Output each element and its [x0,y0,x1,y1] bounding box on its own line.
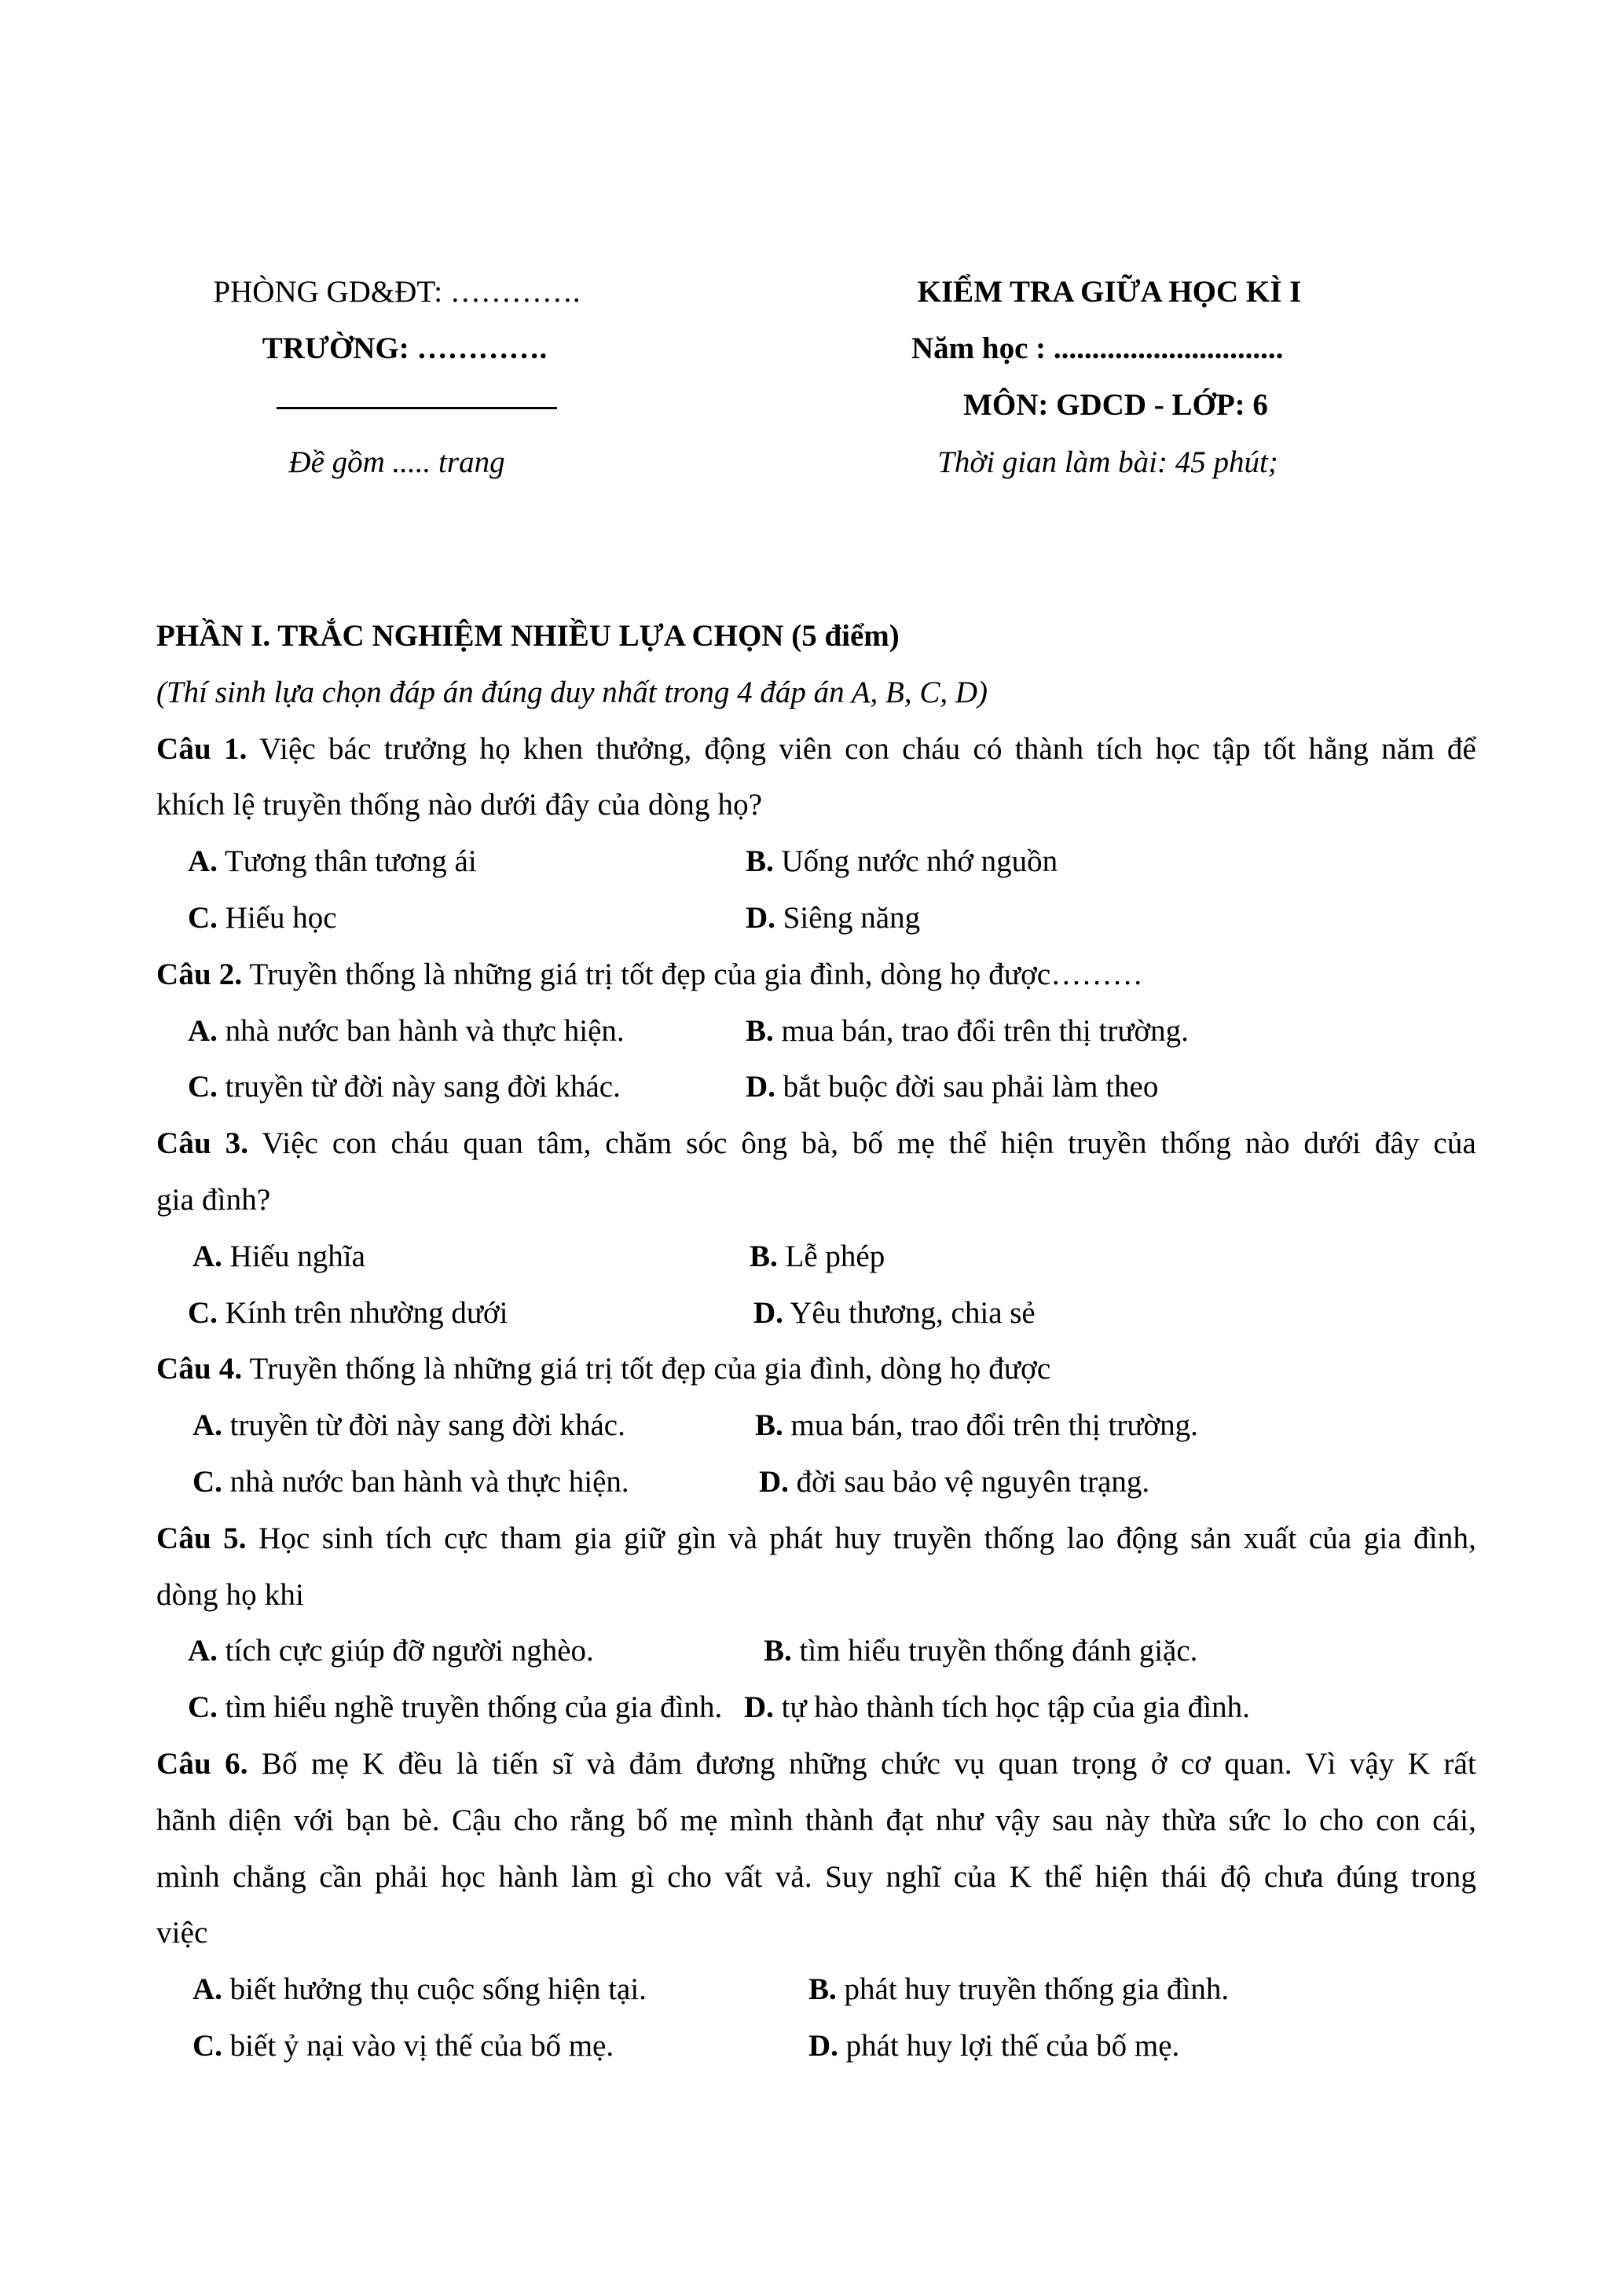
question-4-option-d[interactable]: D. đời sau bảo vệ nguyên trạng. [759,1464,1150,1499]
question-3-options-row-1 [156,1229,1476,1285]
section-title: PHẦN I. TRẮC NGHIỆM NHIỀU LỰA CHỌN (5 điểm) [156,619,900,653]
question-6-option-c[interactable]: C. biết ỷ nại vào vị thế của bố mẹ. [192,2028,614,2063]
question-2-text: Truyền thống là những giá trị tốt đẹp của gia đình, dòng họ được……… [242,957,1143,991]
question-2-options-row-2 [156,1059,1476,1115]
question-6-option-a[interactable]: A. biết hưởng thụ cuộc sống hiện tại. [192,1972,647,2007]
question-5-line-2: dòng họ khi [156,1577,304,1612]
question-6-text: Bố mẹ K đều là tiến sĩ và đảm đương những chức vụ quan trọng ở cơ quan. Vì vậy K rất [247,1746,1476,1781]
question-1-line-1 [156,721,1476,778]
question-3-option-b[interactable]: B. Lễ phép [750,1239,885,1273]
question-3-line-1 [156,1115,1476,1172]
question-5-option-b[interactable]: B. tìm hiểu truyền thống đánh giặc. [764,1634,1198,1668]
question-5-line-1 [156,1511,1476,1567]
question-3-label: Câu 3. [156,1126,249,1161]
question-1-text: Việc bác trưởng họ khen thưởng, động viên con cháu có thành tích học tập tốt hằng năm để [247,731,1476,766]
question-2-option-c[interactable]: C. truyền từ đời này sang đời khác. [188,1070,621,1104]
question-5-options-row-1 [156,1623,1476,1679]
question-6-options-row-1 [156,1961,1476,2018]
question-4-option-a[interactable]: A. truyền từ đời này sang đời khác. [192,1408,625,1443]
question-3-option-d[interactable]: D. Yêu thương, chia sẻ [753,1295,1036,1330]
question-5-label: Câu 5. [156,1521,247,1555]
school-year: Năm học : .............................. [911,331,1284,365]
question-1-option-c[interactable]: C. Hiếu học [188,900,337,935]
question-2-option-a[interactable]: A. nhà nước ban hành và thực hiện. [188,1013,625,1048]
question-6-options-row-2 [156,2018,1476,2074]
question-4-line-1 [156,1341,1476,1397]
question-5-text: Học sinh tích cực tham gia giữ gìn và phát huy truyền thống lao động sản xuất của gia đình, [246,1521,1476,1555]
page-count-note: Đề gồm ..... trang [288,445,505,479]
question-6-option-d[interactable]: D. phát huy lợi thế của bố mẹ. [808,2028,1180,2063]
question-2-label: Câu 2. [156,957,243,991]
question-5-option-c[interactable]: C. tìm hiểu nghề truyền thống của gia đình. [188,1690,723,1725]
question-3-option-a[interactable]: A. Hiếu nghĩa [192,1239,365,1273]
question-6-line-3: mình chẳng cần phải học hành làm gì cho vất vả. Suy nghĩ của K thể hiện thái độ chưa đúng trong [156,1859,1476,1894]
department-line: PHÒNG GD&ĐT: …………. [213,275,581,309]
question-1-line-2: khích lệ truyền thống nào dưới đây của dòng họ? [156,788,763,822]
question-6-option-b[interactable]: B. phát huy truyền thống gia đình. [808,1972,1230,2007]
exam-body [156,608,1476,2074]
question-4-options-row-1 [156,1397,1476,1454]
question-1-options-row-1 [156,833,1476,890]
question-3-text: Việc con cháu quan tâm, chăm sóc ông bà, bố mẹ thể hiện truyền thống nào dưới đây của [248,1126,1476,1161]
question-1-option-d[interactable]: D. Siêng năng [746,900,921,935]
question-2-options-row-1 [156,1003,1476,1060]
time-limit: Thời gian làm bài: 45 phút; [937,445,1278,479]
question-6-line-2: hãnh diện với bạn bè. Cậu cho rằng bố mẹ mình thành đạt như vậy sau này thừa sức lo cho con cái, [156,1803,1476,1837]
question-5-options-row-2 [156,1679,1476,1736]
question-3-options-row-2 [156,1285,1476,1342]
subject-line: MÔN: GDCD - LỚP: 6 [963,388,1268,422]
question-6-line-4: việc [156,1916,208,1950]
question-4-option-c[interactable]: C. nhà nước ban hành và thực hiện. [192,1464,629,1499]
question-5-option-a[interactable]: A. tích cực giúp đỡ người nghèo. [188,1634,594,1668]
question-2-option-b[interactable]: B. mua bán, trao đổi trên thị trường. [746,1013,1189,1048]
question-4-option-b[interactable]: B. mua bán, trao đổi trên thị trường. [755,1408,1198,1443]
question-6-label: Câu 6. [156,1746,248,1781]
header-divider [277,407,557,409]
question-1-option-b[interactable]: B. Uống nước nhớ nguồn [746,844,1058,879]
question-1-option-a[interactable]: A. Tương thân tương ái [188,844,477,879]
exam-title: KIỂM TRA GIỮA HỌC KÌ I [917,275,1302,309]
question-5-option-d[interactable]: D. tự hào thành tích học tập của gia đình. [744,1690,1250,1725]
section-instruction: (Thí sinh lựa chọn đáp án đúng duy nhất trong 4 đáp án A, B, C, D) [156,675,988,709]
question-1-label: Câu 1. [156,731,247,766]
school-line: TRƯỜNG: …………. [262,331,548,365]
question-4-text: Truyền thống là những giá trị tốt đẹp của gia đình, dòng họ được [242,1352,1051,1386]
question-6-line-1 [156,1736,1476,1792]
question-4-options-row-2 [156,1454,1476,1511]
question-1-options-row-2 [156,890,1476,947]
question-3-line-2: gia đình? [156,1182,271,1217]
question-2-line-1 [156,947,1476,1003]
question-2-option-d[interactable]: D. bắt buộc đời sau phải làm theo [746,1070,1159,1104]
question-3-option-c[interactable]: C. Kính trên nhường dưới [188,1295,508,1330]
question-4-label: Câu 4. [156,1352,243,1386]
